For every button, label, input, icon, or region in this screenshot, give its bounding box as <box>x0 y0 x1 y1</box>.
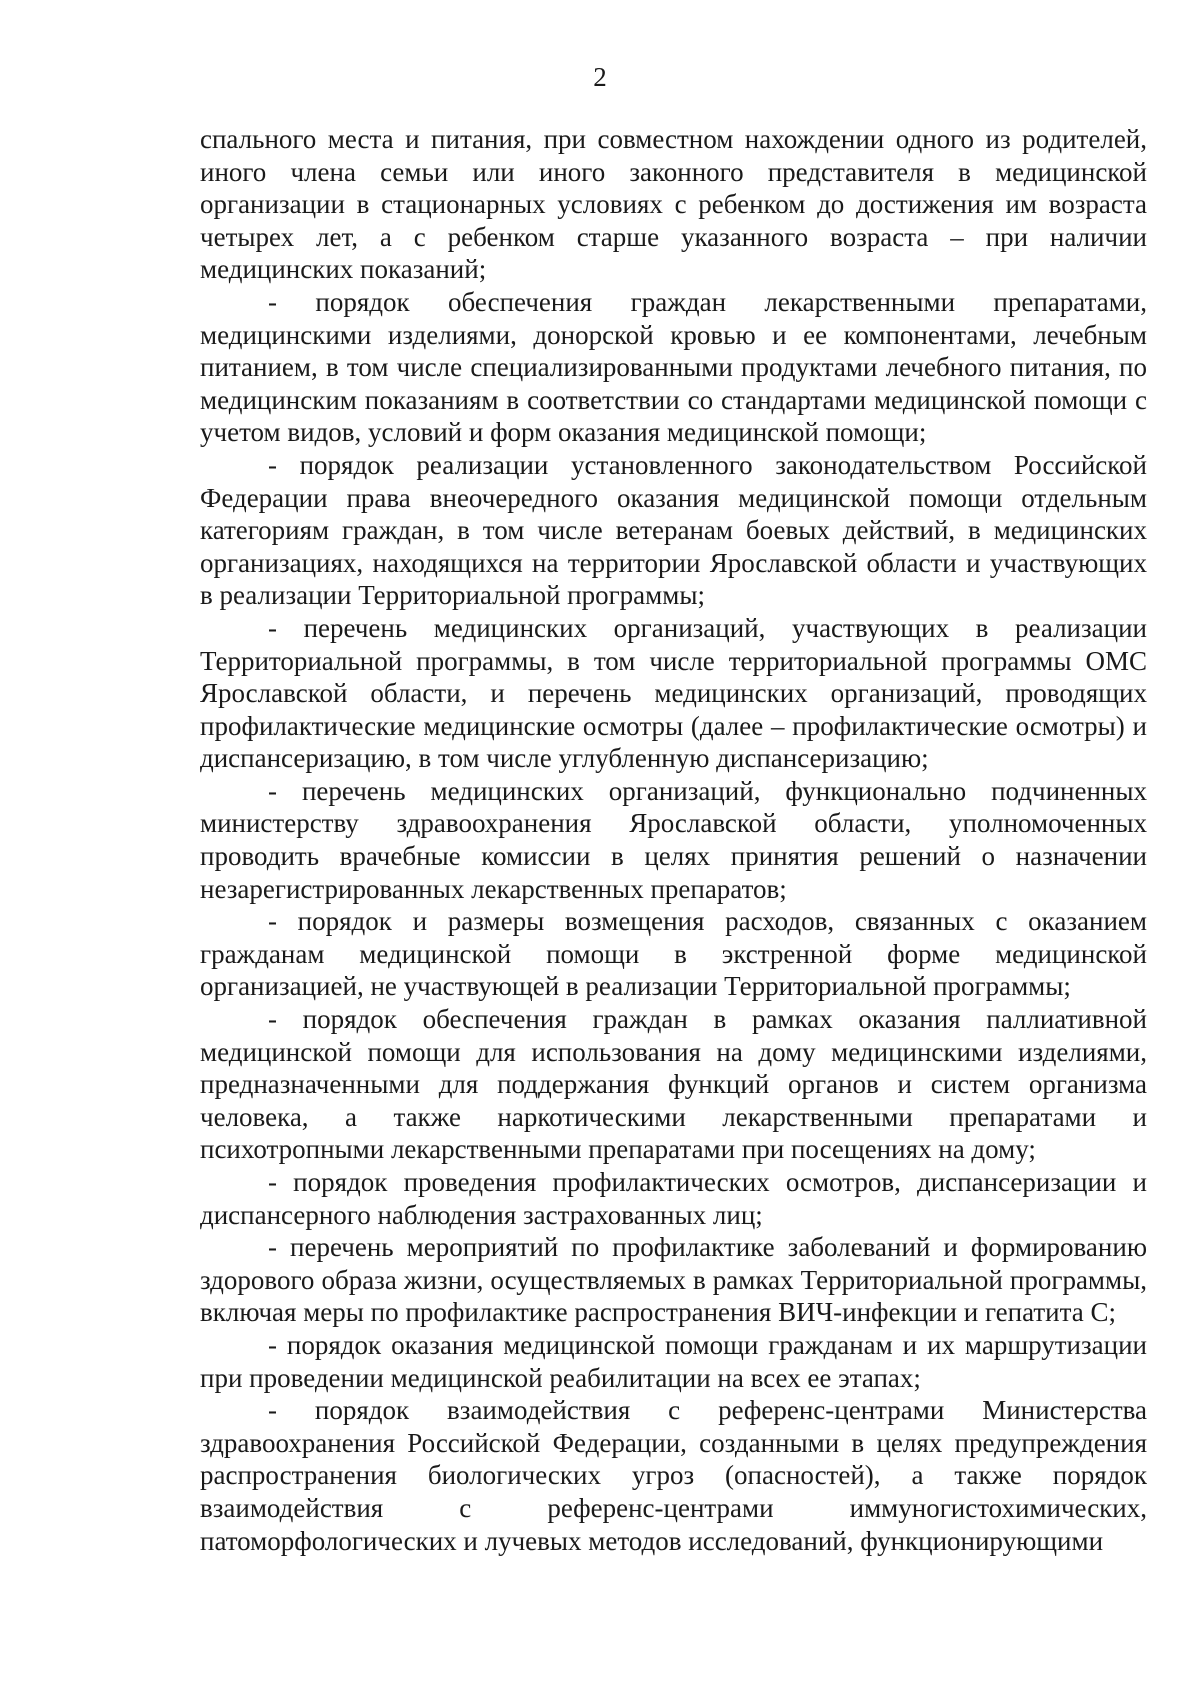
paragraph-priority-care: - порядок реализации установленного законодательством Российской Федерации права внеочередного оказания медицинской помощи отдельным категориям граждан, в том числе ветеранам боевых действий, в медицинских организациях, находящихся на территории Ярославской области и участвующих в реализации Территориальной программы; <box>200 449 1147 611</box>
paragraph-medical-commissions: - перечень медицинских организаций, функционально подчиненных министерству здравоохранения Ярославской области, уполномоченных проводить врачебные комиссии в целях принятия решений о назначении незарегистрированных лекарственных препаратов; <box>200 775 1147 904</box>
document-body <box>200 123 1147 1557</box>
paragraph-organizations-list: - перечень медицинских организаций, участвующих в реализации Территориальной программы, в том числе территориальной программы ОМС Ярославской области, и перечень медицинских организаций, проводящих профилактические медицинские осмотры (далее – профилактические осмотры) и диспансеризацию, в том числе углубленную диспансеризацию; <box>200 612 1147 774</box>
page-number: 2 <box>593 62 607 92</box>
paragraph-reference-centers: - порядок взаимодействия с референс-центрами Министерства здравоохранения Российской Федерации, созданными в целях предупреждения распространения биологических угроз (опасностей), а также порядок взаимодействия с референс-центрами иммуногистохимических, патоморфологических и лучевых методов исследований, функционирующими <box>200 1395 1147 1556</box>
paragraph-rehabilitation: - порядок оказания медицинской помощи гражданам и их маршрутизации при проведении медицинской реабилитации на всех ее этапах; <box>200 1329 1147 1393</box>
paragraph-disease-prevention: - перечень мероприятий по профилактике заболеваний и формированию здорового образа жизни, осуществляемых в рамках Территориальной программы, включая меры по профилактике распространения ВИЧ-инфекции и гепатита С; <box>200 1232 1147 1328</box>
paragraph-medicine-provision: - порядок обеспечения граждан лекарственными препаратами, медицинскими изделиями, донорской кровью и ее компонентами, лечебным питанием, в том числе специализированными продуктами лечебного питания, по медицинским показаниям в соответствии со стандартами медицинской помощи с учетом видов, условий и форм оказания медицинской помощи; <box>200 286 1147 448</box>
paragraph-emergency-reimbursement: - порядок и размеры возмещения расходов, связанных с оказанием гражданам медицинской помощи в экстренной форме медицинской организацией, не участвующей в реализации Территориальной программы; <box>200 906 1147 1002</box>
paragraph-palliative-care: - порядок обеспечения граждан в рамках оказания паллиативной медицинской помощи для использования на дому медицинскими изделиями, предназначенными для поддержания функций органов и систем организма человека, а также наркотическими лекарственными препаратами и психотропными лекарственными препаратами при посещениях на дому; <box>200 1004 1147 1165</box>
paragraph-continuation: спального места и питания, при совместном нахождении одного из родителей, иного члена семьи или иного законного представителя в медицинской организации в стационарных условиях с ребенком до достижения им возраста четырех лет, а с ребенком старше указанного возраста – при наличии медицинских показаний; <box>200 124 1147 285</box>
paragraph-preventive-exams: - порядок проведения профилактических осмотров, диспансеризации и диспансерного наблюдения застрахованных лиц; <box>200 1167 1147 1230</box>
